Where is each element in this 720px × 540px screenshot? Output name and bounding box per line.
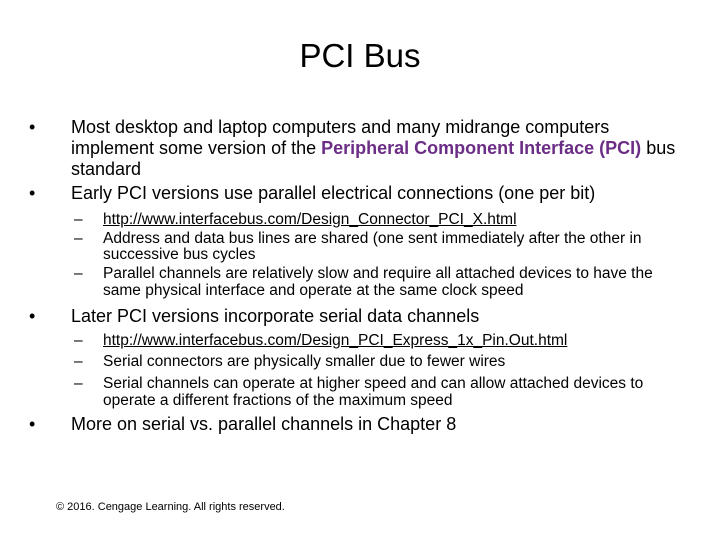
sub-bullet-serial-speed bbox=[29, 376, 689, 409]
slide-title: PCI Bus bbox=[299, 37, 421, 74]
dash-marker: – bbox=[74, 211, 83, 228]
bullet-marker: • bbox=[29, 183, 36, 203]
dash-marker: – bbox=[74, 331, 83, 349]
sub-bullet-text: Address and data bus lines are shared (one sent immediately after the other in successive bus cycles bbox=[103, 229, 642, 264]
bullet-text: Early PCI versions use parallel electrical connections (one per bit) bbox=[71, 183, 596, 203]
bullet-chapter-reference bbox=[29, 414, 689, 435]
bullet-pci-standard bbox=[29, 117, 689, 180]
bullet-text: Later PCI versions incorporate serial data channels bbox=[71, 305, 480, 326]
bullet-later-pci bbox=[29, 306, 689, 327]
pci-x-link[interactable]: http://www.interfacebus.com/Design_Connector_PCI_X.html bbox=[103, 211, 517, 228]
copyright-footer: © 2016. Cengage Learning. All rights reserved. bbox=[56, 501, 285, 513]
bullet-marker: • bbox=[29, 117, 36, 137]
dash-marker: – bbox=[74, 229, 83, 247]
sub-bullet-text: Serial connectors are physically smaller due to fewer wires bbox=[103, 353, 506, 371]
dash-marker: – bbox=[74, 265, 83, 283]
bullet-marker: • bbox=[29, 414, 36, 435]
bullet-early-pci bbox=[29, 183, 689, 204]
sub-bullet-serial-smaller bbox=[29, 354, 689, 371]
sub-bullet-pci-x-link bbox=[29, 212, 689, 229]
dash-marker: – bbox=[74, 353, 83, 371]
bullet-text: More on serial vs. parallel channels in Chapter 8 bbox=[71, 414, 457, 435]
sub-bullet-pci-express-link bbox=[29, 333, 689, 350]
bullet-text: Most desktop and laptop computers and many midrange computers implement some version of the bbox=[71, 117, 610, 158]
bullet-text: bus standard bbox=[71, 138, 676, 179]
pci-express-link[interactable]: http://www.interfacebus.com/Design_PCI_Express_1x_Pin.Out.html bbox=[103, 331, 568, 349]
sub-bullet-shared-lines bbox=[29, 231, 689, 264]
bullet-marker: • bbox=[29, 305, 36, 326]
key-term-pci: Peripheral Component Interface (PCI) bbox=[321, 138, 642, 158]
sub-bullet-parallel-slow bbox=[29, 266, 689, 299]
dash-marker: – bbox=[74, 374, 83, 392]
sub-bullet-text: Serial channels can operate at higher speed and can allow attached devices to operate a different fractions of the maximum speed bbox=[103, 374, 644, 409]
sub-bullet-text: Parallel channels are relatively slow and require all attached devices to have the same physical interface and operate at the same clock speed bbox=[103, 265, 653, 299]
slide-content bbox=[29, 117, 689, 435]
